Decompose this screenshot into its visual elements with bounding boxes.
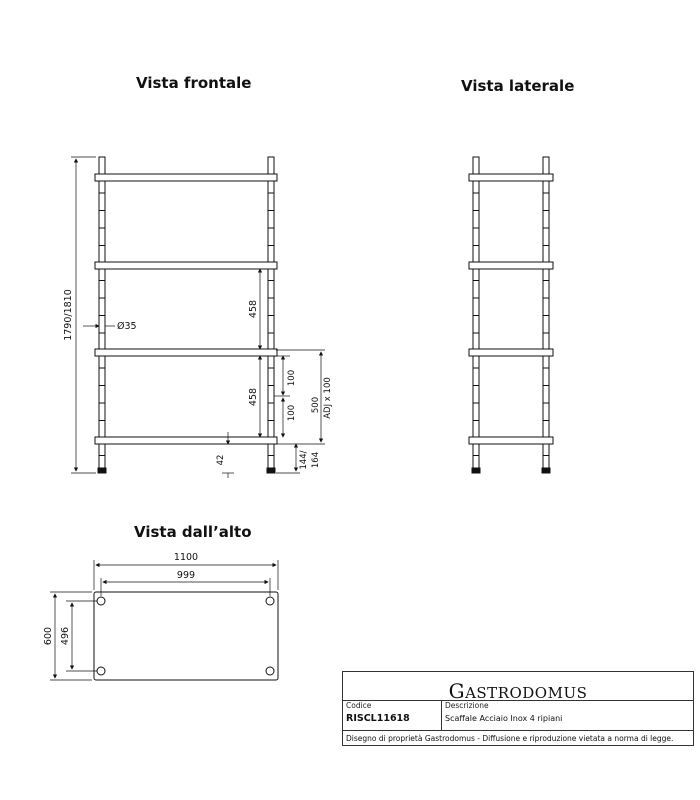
hole-pitch-b-label: 100	[287, 404, 297, 422]
front-left-notches	[99, 193, 105, 456]
top-depth-outer-label: 600	[43, 626, 54, 646]
brand-name: GASTRODOMUS	[448, 679, 588, 703]
top-shelf-outline	[94, 592, 278, 680]
code-label: Codice	[346, 701, 372, 710]
side-shelf-1	[469, 174, 553, 181]
side-shelf-3	[469, 349, 553, 356]
front-right-notches	[268, 193, 274, 456]
foot-height-b-label: 164	[311, 451, 321, 469]
side-left-notches	[473, 193, 479, 456]
top-upright-hole-br	[266, 667, 274, 675]
description-label: Descrizione	[445, 701, 489, 710]
top-view	[94, 592, 278, 680]
front-shelf-3	[95, 349, 277, 356]
side-shelf-4	[469, 437, 553, 444]
bottom-clearance-label: 42	[216, 454, 226, 466]
front-shelf-1	[95, 174, 277, 181]
adjustment-step-label: ADJ x 100	[323, 377, 333, 419]
hole-pitch-a-label: 100	[287, 369, 297, 387]
foot-height-a-label: 144/	[299, 450, 309, 470]
top-upright-hole-bl	[97, 667, 105, 675]
shelf-spacing-upper-label: 458	[248, 299, 259, 319]
side-view-title: Vista laterale	[461, 77, 575, 95]
title-block	[342, 671, 694, 746]
top-width-outer-label: 1100	[173, 552, 199, 563]
description-value: Scaffale Acciaio Inox 4 ripiani	[445, 714, 563, 723]
top-upright-hole-tl	[97, 597, 105, 605]
shelf-spacing-lower-label: 458	[248, 387, 259, 407]
adjustment-range-label: 500	[311, 396, 321, 414]
front-view-title: Vista frontale	[136, 74, 252, 92]
front-shelf-4	[95, 437, 277, 444]
top-dimensions	[50, 560, 278, 680]
overall-height-label: 1790/1810	[63, 289, 74, 341]
side-right-notches	[543, 193, 549, 456]
side-view	[469, 157, 553, 473]
brand-logo	[343, 672, 693, 701]
front-shelf-2	[95, 262, 277, 269]
code-value: RISCL11618	[346, 713, 410, 724]
ownership-notice: Disegno di proprietà Gastrodomus - Diffusione e riproduzione vietata a norma di legge.	[346, 734, 674, 743]
top-upright-hole-tr	[266, 597, 274, 605]
top-width-inner-label: 999	[176, 570, 196, 581]
top-view-title: Vista dall’alto	[134, 523, 252, 541]
front-dimensions	[71, 157, 325, 478]
upright-diameter-label: Ø35	[117, 321, 137, 332]
description-cell	[442, 700, 693, 730]
code-cell	[343, 700, 442, 730]
side-shelf-2	[469, 262, 553, 269]
title-block-info-row	[343, 700, 693, 731]
top-depth-inner-label: 496	[60, 626, 71, 646]
